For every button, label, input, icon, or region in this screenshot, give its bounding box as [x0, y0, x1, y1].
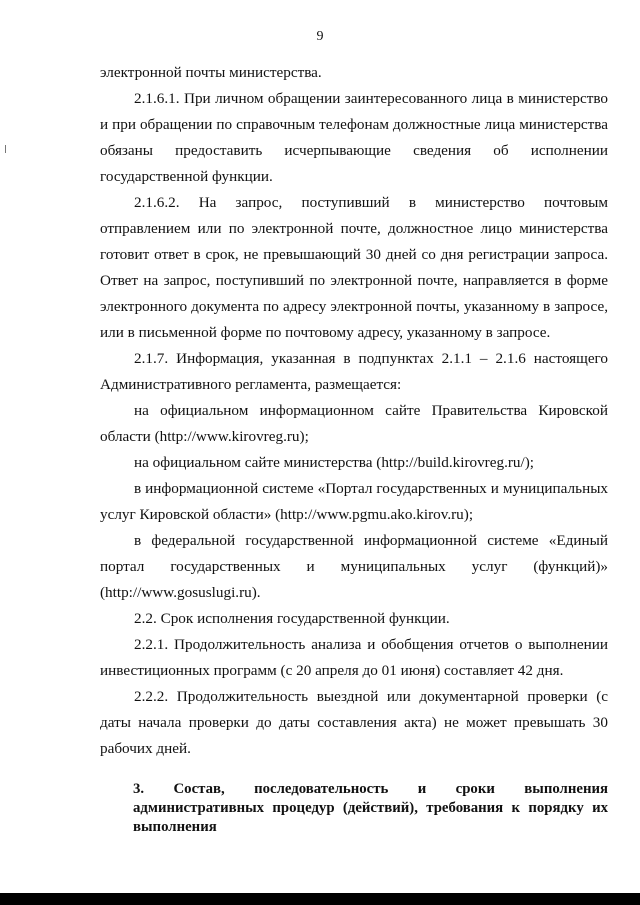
paragraph-2-2: 2.2. Срок исполнения государственной функции. [134, 610, 450, 627]
paragraph-2-1-7: 2.1.7. Информация, указанная в подпунктах 2.1.1 – 2.1.6 настоящего Административного регламента, размещается: [100, 350, 608, 393]
paragraph-2-1-6-1: 2.1.6.1. При личном обращении заинтересованного лица в министерство и при обращении по справочным телефонам должностные лица министерства обязаны предоставить исчерпывающие сведения об исполнении государственной функции. [100, 90, 608, 185]
list-item-government-site: на официальном информационном сайте Правительства Кировской области (http://www.kirovreg.ru); [100, 402, 608, 445]
list-item-federal-portal: в федеральной государственной информационной системе «Единый портал государственных и муниципальных услуг (функций)» (http://www.gosuslugi.ru). [100, 532, 608, 601]
page-number: 9 [316, 29, 324, 44]
list-item-regional-portal: в информационной системе «Портал государственных и муниципальных услуг Кировской области» (http://www.pgmu.ako.kirov.ru); [100, 480, 608, 523]
paragraph-continuation: электронной почты министерства. [100, 64, 322, 81]
scan-bottom-edge [0, 893, 640, 905]
margin-mark [5, 145, 6, 153]
list-item-ministry-site: на официальном сайте министерства (http://build.kirovreg.ru/); [134, 454, 535, 471]
section-heading: 3. Состав, последовательность и сроки выполнения административных процедур (действий), требования к порядку их выполнения [133, 781, 608, 835]
paragraph-2-1-6-2: 2.1.6.2. На запрос, поступивший в министерство почтовым отправлением или по электронной почте, должностное лицо министерства готовит ответ в срок, не превышающий 30 дней со дня регистрации запроса. Ответ на запрос, поступивший по электронной почте, направляется в форме электронного документа по адресу электронной почты, указанному в запросе, или в письменной форме по почтовому адресу, указанному в запросе. [100, 194, 608, 341]
paragraph-2-2-1: 2.2.1. Продолжительность анализа и обобщения отчетов о выполнении инвестиционных программ (с 20 апреля до 01 июня) составляет 42 дня. [100, 636, 608, 679]
document-body [100, 60, 608, 837]
paragraph-2-2-2: 2.2.2. Продолжительность выездной или документарной проверки (с даты начала проверки до даты составления акта) не может превышать 30 рабочих дней. [100, 688, 608, 757]
